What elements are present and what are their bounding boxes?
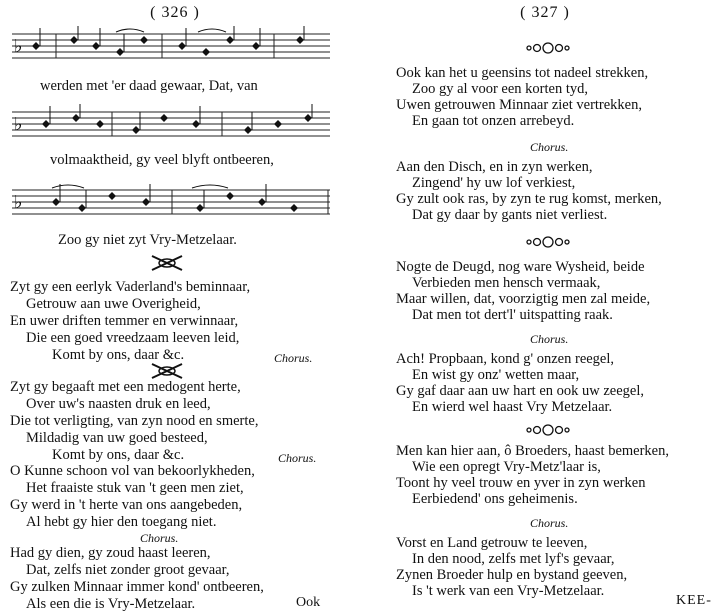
verse-line: Het fraaiste stuk van 't geen men ziet,	[26, 480, 244, 496]
verse-line: Dat gy daar by gants niet verliest.	[412, 207, 608, 223]
svg-text:♭: ♭	[14, 114, 23, 135]
lyric-line: Zoo gy niet zyt Vry-Metzelaar.	[58, 232, 237, 248]
verse-line: Wie een opregt Vry-Metz'laar is,	[412, 459, 601, 475]
chorus-label: Chorus.	[530, 516, 569, 530]
verse-line: En wist gy onz' wetten maar,	[412, 367, 580, 383]
ornament-icon	[525, 40, 571, 56]
verse-line: Eerbiedend' ons geheimenis.	[412, 491, 578, 507]
verse-line: Uwen getrouwen Minnaar ziet vertrekken,	[396, 97, 642, 113]
verse-line: Gy gaf daar aan uw hart en ook uw zeegel,	[396, 383, 645, 399]
verse-line: Nogte de Deugd, nog ware Wysheid, beide	[396, 259, 645, 275]
verse-line: Is 't werk van een Vry-Metzelaar.	[412, 583, 605, 599]
chorus-label: Chorus.	[140, 531, 179, 545]
ornament-icon	[150, 254, 184, 272]
verse-line: Zoo gy al voor een korten tyd,	[412, 81, 588, 97]
verse-line: En wierd wel haast Vry Metzelaar.	[412, 399, 613, 415]
verse-line: Ach! Propbaan, kond g' onzen reegel,	[396, 351, 615, 367]
verse-line: Als een die is Vry-Metzelaar.	[26, 596, 196, 612]
svg-text:♭: ♭	[14, 192, 23, 213]
music-staff	[12, 26, 330, 66]
lyric-line: werden met 'er daad gewaar, Dat, van	[40, 78, 258, 94]
verse-line: Gy werd in 't herte van ons aangebeden,	[10, 497, 243, 513]
verse-line: Die tot verligting, van zyn nood en smerte,	[10, 413, 259, 429]
chorus-label: Chorus.	[274, 351, 313, 365]
verse-line: Dat, zelfs niet zonder groot gevaar,	[26, 562, 230, 578]
svg-text:♭: ♭	[14, 36, 23, 57]
verse-line: Had gy dien, gy zoud haast leeren,	[10, 545, 211, 561]
lyric-line: volmaaktheid, gy veel blyft ontbeeren,	[50, 152, 274, 168]
verse-line: Zyt gy een eerlyk Vaderland's beminnaar,	[10, 279, 251, 295]
verse-line: Toont hy veel trouw en yver in zyn werken	[396, 475, 646, 491]
right-page	[370, 0, 720, 613]
verse-line: Die een goed vreedzaam leeven leid,	[26, 330, 240, 346]
verse-line: O Kunne schoon vol van bekoorlykheden,	[10, 463, 255, 479]
catchword: Ook	[296, 595, 321, 610]
verse-line: Vorst en Land getrouw te leeven,	[396, 535, 588, 551]
verse-line: Gy zulken Minnaar immer kond' ontbeeren,	[10, 579, 264, 595]
verse-line: Dat men tot dert'l' uitspatting raak.	[412, 307, 613, 323]
left-page	[0, 0, 350, 613]
verse-line: En gaan tot onzen arrebeyd.	[412, 113, 575, 129]
verse-line: Men kan hier aan, ô Broeders, haast bemerken,	[396, 443, 669, 459]
verse-line: Ook kan het u geensins tot nadeel strekken,	[396, 65, 649, 81]
verse-line: Zyt gy begaaft met een medogent herte,	[10, 379, 241, 395]
ornament-icon	[525, 422, 571, 438]
page-number: ( 327 )	[520, 4, 570, 21]
verse-line: Verbieden men hensch vermaak,	[412, 275, 601, 291]
verse-line: En uwer driften temmer en verwinnaar,	[10, 313, 239, 329]
music-staff	[12, 104, 330, 144]
verse-line: Komt by ons, daar &c.	[52, 347, 185, 363]
chorus-label: Chorus.	[278, 451, 317, 465]
ornament-icon	[150, 362, 184, 380]
verse-line: Aan den Disch, en in zyn werken,	[396, 159, 593, 175]
chorus-label: Chorus.	[530, 332, 569, 346]
verse-line: Zynen Broeder hulp en bystand geeven,	[396, 567, 628, 583]
chorus-label: Chorus.	[530, 140, 569, 154]
verse-line: Komt by ons, daar &c.	[52, 447, 185, 463]
ornament-icon	[525, 234, 571, 250]
verse-line: Maar willen, dat, voorzigtig men zal meide,	[396, 291, 651, 307]
verse-line: Gy zult ook ras, by zyn te rug komst, merken,	[396, 191, 662, 207]
verse-line: Mildadig van uw goed besteed,	[26, 430, 208, 446]
catchword: KEE-	[676, 593, 712, 608]
verse-line: Getrouw aan uwe Overigheid,	[26, 296, 201, 312]
verse-line: Over uw's naasten druk en leed,	[26, 396, 211, 412]
page-number: ( 326 )	[150, 4, 200, 21]
verse-line: Al hebt gy hier den toegang niet.	[26, 514, 217, 530]
verse-line: Zingend' hy uw lof verkiest,	[412, 175, 576, 191]
verse-line: In den nood, zelfs met lyf's gevaar,	[412, 551, 615, 567]
music-staff	[12, 182, 330, 222]
